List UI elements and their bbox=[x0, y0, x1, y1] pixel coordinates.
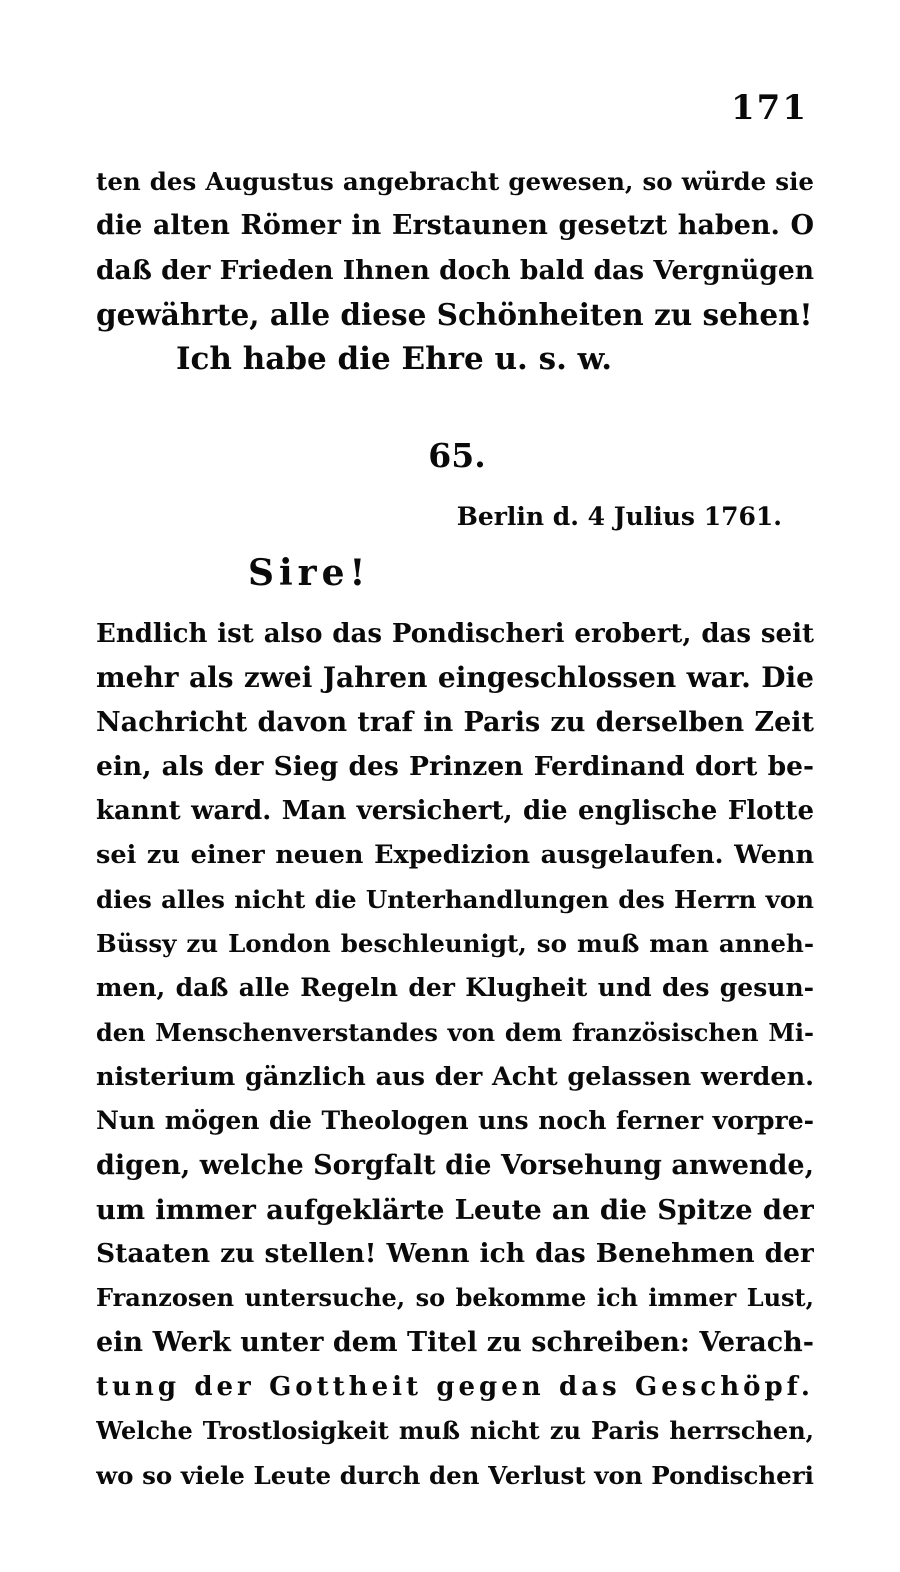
text-line: Nachricht davon traf in Paris zu derselben Zeit bbox=[96, 706, 814, 738]
salutation: Sire! bbox=[248, 552, 371, 594]
text-line: Endlich ist also das Pondischeri erobert, das seit bbox=[96, 619, 814, 649]
text-line: Büssy zu London beschleunigt, so muß man anneh- bbox=[96, 929, 814, 959]
text-line: gewährte, alle diese Schönheiten zu sehen! bbox=[96, 296, 813, 332]
letter-number: 65. bbox=[428, 436, 486, 475]
text-line: men, daß alle Regeln der Klugheit und des gesun- bbox=[96, 973, 814, 1003]
text-line: mehr als zwei Jahren eingeschlossen war. Die bbox=[96, 661, 814, 695]
text-line: ein Werk unter dem Titel zu schreiben: Verach- bbox=[96, 1326, 814, 1358]
text-line: daß der Frieden Ihnen doch bald das Vergnügen bbox=[96, 254, 814, 286]
previous-letter-ending bbox=[96, 160, 814, 381]
text-line: sei zu einer neuen Expedizion ausgelaufen. Wenn bbox=[96, 840, 814, 871]
text-line-emphasized: tung der Gottheit gegen das Geschöpf. bbox=[96, 1372, 814, 1403]
text-line: ein, als der Sieg des Prinzen Ferdinand dort be- bbox=[96, 750, 814, 782]
text-line: nisterium gänzlich aus der Acht gelassen werden. bbox=[96, 1061, 814, 1092]
text-line: kannt ward. Man versichert, die englische Flotte bbox=[96, 796, 814, 827]
closing-formula: Ich habe die Ehre u. s. w. bbox=[176, 341, 613, 378]
page-number: 171 bbox=[731, 88, 808, 128]
text-line: digen, welche Sorgfalt die Vorsehung anwende, bbox=[96, 1149, 814, 1181]
text-line: ten des Augustus angebracht gewesen, so würde sie bbox=[96, 167, 814, 196]
text-line: Nun mögen die Theologen uns noch ferner vorpre- bbox=[96, 1106, 814, 1136]
dateline: Berlin d. 4 Julius 1761. bbox=[456, 502, 782, 531]
text-line: Staaten zu stellen! Wenn ich das Benehmen der bbox=[96, 1238, 814, 1270]
text-line: um immer aufgeklärte Leute an die Spitze der bbox=[96, 1193, 814, 1226]
text-line: den Menschenverstandes von dem französischen Mi- bbox=[96, 1017, 814, 1047]
text-line: wo so viele Leute durch den Verlust von Pondischeri bbox=[96, 1460, 814, 1490]
text-line: dies alles nicht die Unterhandlungen des Herrn von bbox=[96, 884, 814, 914]
text-line: die alten Römer in Erstaunen gesetzt haben. O bbox=[96, 210, 814, 242]
text-line: Franzosen untersuche, so bekomme ich immer Lust, bbox=[96, 1283, 814, 1313]
text-line: Welche Trostlosigkeit muß nicht zu Paris herrschen, bbox=[96, 1416, 814, 1446]
letter-body bbox=[96, 612, 814, 1498]
